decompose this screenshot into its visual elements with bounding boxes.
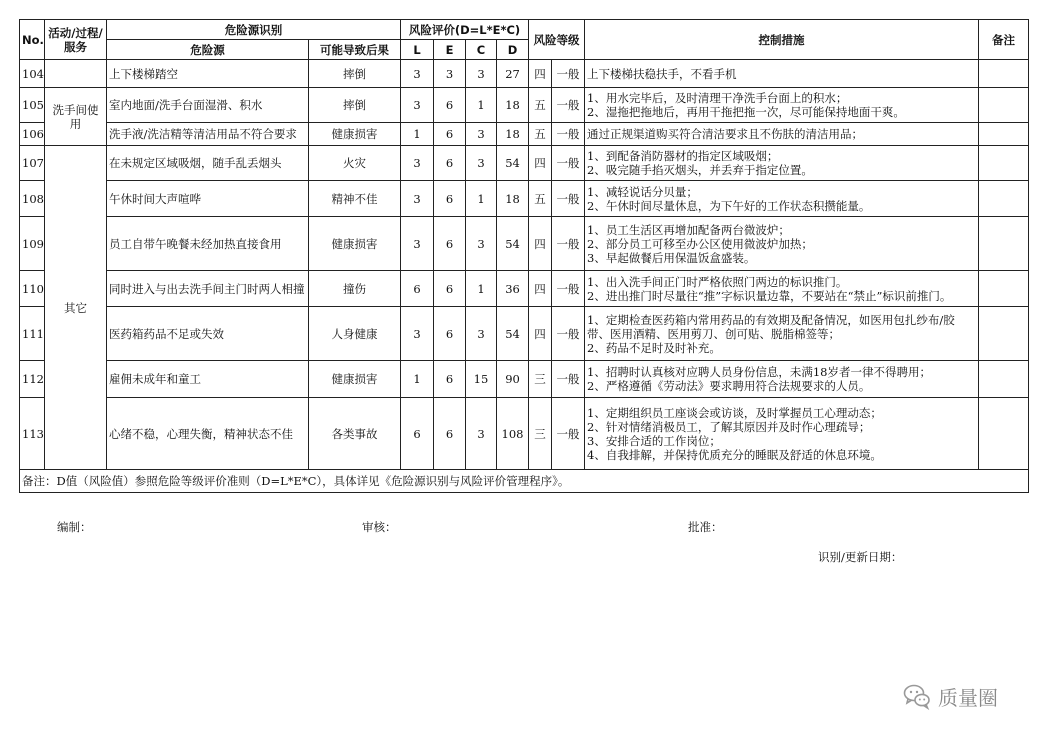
- hazard-cell: 雇佣未成年和童工: [107, 361, 309, 398]
- table-row: [20, 181, 1029, 217]
- remark-cell: [979, 123, 1029, 146]
- level-cell: 一般: [552, 181, 585, 217]
- d-cell: 18: [497, 123, 529, 146]
- d-cell: 27: [497, 60, 529, 88]
- activity-cell: [45, 60, 107, 88]
- control-cell: 1、定期组织员工座谈会或访谈，及时掌握员工心理动态； 2、针对情绪消极员工，了解其原因并及时作心理疏导； 3、安排合适的工作岗位； 4、自我排解，并保持优质充分的睡眠及舒适的休息环境。: [585, 398, 979, 470]
- e-cell: 6: [434, 217, 466, 271]
- c-cell: 1: [466, 181, 497, 217]
- hazard-cell: 午休时间大声喧哗: [107, 181, 309, 217]
- level-cell: 一般: [552, 146, 585, 181]
- table-row: [20, 217, 1029, 271]
- update-date-label: 识别/更新日期：: [818, 550, 903, 564]
- row-no: 113: [20, 398, 45, 470]
- watermark: [902, 678, 1022, 714]
- control-cell: 上下楼梯扶稳扶手，不看手机: [585, 60, 979, 88]
- header-risk-level: 风险等级: [529, 20, 585, 60]
- e-cell: 6: [434, 361, 466, 398]
- header-l: L: [401, 40, 434, 60]
- consequence-cell: 撞伤: [309, 271, 401, 307]
- l-cell: 3: [401, 307, 434, 361]
- reviewed-label: 审核：: [362, 520, 397, 534]
- consequence-cell: 摔倒: [309, 88, 401, 123]
- header-remark: 备注: [979, 20, 1029, 60]
- control-cell: 1、招聘时认真核对应聘人员身份信息，未满18岁者一律不得聘用； 2、严格遵循《劳动法》要求聘用符合法规要求的人员。: [585, 361, 979, 398]
- grade-cell: 三: [529, 361, 552, 398]
- row-no: 111: [20, 307, 45, 361]
- control-cell: 1、减轻说话分贝量； 2、午休时间尽量休息，为下午好的工作状态积攒能量。: [585, 181, 979, 217]
- d-cell: 18: [497, 88, 529, 123]
- d-cell: 54: [497, 307, 529, 361]
- remark-cell: [979, 88, 1029, 123]
- table-row: [20, 398, 1029, 470]
- header-hazard-id: 危险源识别: [107, 20, 401, 40]
- grade-cell: 三: [529, 398, 552, 470]
- hazard-cell: 在未规定区域吸烟，随手乱丢烟头: [107, 146, 309, 181]
- row-no: 108: [20, 181, 45, 217]
- d-cell: 18: [497, 181, 529, 217]
- wechat-icon: [902, 681, 932, 711]
- consequence-cell: 健康损害: [309, 217, 401, 271]
- grade-cell: 四: [529, 271, 552, 307]
- level-cell: 一般: [552, 217, 585, 271]
- grade-cell: 四: [529, 146, 552, 181]
- header-no: No.: [20, 20, 45, 60]
- e-cell: 6: [434, 307, 466, 361]
- grade-cell: 五: [529, 123, 552, 146]
- remark-cell: [979, 217, 1029, 271]
- l-cell: 3: [401, 217, 434, 271]
- hazard-cell: 上下楼梯踏空: [107, 60, 309, 88]
- row-no: 109: [20, 217, 45, 271]
- c-cell: 15: [466, 361, 497, 398]
- grade-cell: 五: [529, 88, 552, 123]
- header-risk-eval: 风险评价(D=L*E*C): [401, 20, 529, 40]
- e-cell: 3: [434, 60, 466, 88]
- note-text: 备注：D值（风险值）参照危险等级评价准则（D=L*E*C），具体详见《危险源识别与风险评价管理程序》。: [20, 470, 1029, 493]
- c-cell: 1: [466, 88, 497, 123]
- hazard-cell: 同时进入与出去洗手间主门时两人相撞: [107, 271, 309, 307]
- table-row: [20, 470, 1029, 493]
- control-cell: 1、用水完毕后，及时清理干净洗手台面上的积水； 2、湿拖把拖地后，再用干拖把拖一次，尽可能保持地面干爽。: [585, 88, 979, 123]
- l-cell: 1: [401, 361, 434, 398]
- hazard-cell: 洗手液/洗洁精等清洁用品不符合要求: [107, 123, 309, 146]
- row-no: 105: [20, 88, 45, 123]
- level-cell: 一般: [552, 60, 585, 88]
- watermark-text: 质量圈: [938, 685, 998, 710]
- level-cell: 一般: [552, 271, 585, 307]
- hazard-cell: 心绪不稳，心理失衡，精神状态不佳: [107, 398, 309, 470]
- c-cell: 3: [466, 398, 497, 470]
- e-cell: 6: [434, 181, 466, 217]
- header-hazard: 危险源: [107, 40, 309, 60]
- e-cell: 6: [434, 146, 466, 181]
- l-cell: 6: [401, 398, 434, 470]
- remark-cell: [979, 398, 1029, 470]
- control-cell: 1、员工生活区再增加配备两台微波炉； 2、部分员工可移至办公区使用微波炉加热； 3、早起做餐后用保温饭盒盛装。: [585, 217, 979, 271]
- remark-cell: [979, 146, 1029, 181]
- level-cell: 一般: [552, 88, 585, 123]
- d-cell: 54: [497, 146, 529, 181]
- d-cell: 36: [497, 271, 529, 307]
- risk-table: [19, 19, 1029, 493]
- hazard-cell: 室内地面/洗手台面湿滑、积水: [107, 88, 309, 123]
- remark-cell: [979, 271, 1029, 307]
- remark-cell: [979, 361, 1029, 398]
- l-cell: 6: [401, 271, 434, 307]
- table-row: [20, 123, 1029, 146]
- table-row: [20, 271, 1029, 307]
- e-cell: 6: [434, 88, 466, 123]
- activity-cell-other: 其它: [45, 146, 107, 470]
- row-no: 107: [20, 146, 45, 181]
- level-cell: 一般: [552, 398, 585, 470]
- hazard-cell: 医药箱药品不足或失效: [107, 307, 309, 361]
- grade-cell: 四: [529, 217, 552, 271]
- activity-cell-washroom: 洗手间使用: [45, 88, 107, 146]
- header-e: E: [434, 40, 466, 60]
- control-cell: 1、定期检查医药箱内常用药品的有效期及配备情况，如医用包扎纱布/胶带、医用酒精、医用剪刀、创可贴、脱脂棉签等； 2、药品不足时及时补充。: [585, 307, 979, 361]
- header-control: 控制措施: [585, 20, 979, 60]
- c-cell: 3: [466, 146, 497, 181]
- level-cell: 一般: [552, 361, 585, 398]
- consequence-cell: 人身健康: [309, 307, 401, 361]
- header-d: D: [497, 40, 529, 60]
- e-cell: 6: [434, 398, 466, 470]
- remark-cell: [979, 181, 1029, 217]
- l-cell: 3: [401, 146, 434, 181]
- table-row: [20, 146, 1029, 181]
- c-cell: 3: [466, 307, 497, 361]
- e-cell: 6: [434, 271, 466, 307]
- row-no: 106: [20, 123, 45, 146]
- prepared-label: 编制：: [57, 520, 92, 534]
- control-cell: 1、出入洗手间正门时严格依照门两边的标识推门。 2、进出推门时尽量往“推”字标识量边靠，不要站在“禁止”标识前推门。: [585, 271, 979, 307]
- control-cell: 通过正规渠道购买符合清洁要求且不伤肤的清洁用品；: [585, 123, 979, 146]
- remark-cell: [979, 60, 1029, 88]
- consequence-cell: 精神不佳: [309, 181, 401, 217]
- header-activity: 活动/过程/服务: [45, 20, 107, 60]
- header-consequence: 可能导致后果: [309, 40, 401, 60]
- c-cell: 1: [466, 271, 497, 307]
- d-cell: 108: [497, 398, 529, 470]
- remark-cell: [979, 307, 1029, 361]
- table-row: [20, 60, 1029, 88]
- table-row: [20, 307, 1029, 361]
- row-no: 110: [20, 271, 45, 307]
- l-cell: 3: [401, 88, 434, 123]
- c-cell: 3: [466, 60, 497, 88]
- grade-cell: 五: [529, 181, 552, 217]
- consequence-cell: 摔倒: [309, 60, 401, 88]
- table-row: [20, 361, 1029, 398]
- consequence-cell: 火灾: [309, 146, 401, 181]
- table-row: [20, 88, 1029, 123]
- hazard-cell: 员工自带午晚餐未经加热直接食用: [107, 217, 309, 271]
- consequence-cell: 各类事故: [309, 398, 401, 470]
- consequence-cell: 健康损害: [309, 123, 401, 146]
- approved-label: 批准：: [688, 520, 723, 534]
- control-cell: 1、到配备消防器材的指定区域吸烟； 2、吸完随手掐灭烟头，并丢弃于指定位置。: [585, 146, 979, 181]
- c-cell: 3: [466, 217, 497, 271]
- row-no: 112: [20, 361, 45, 398]
- l-cell: 3: [401, 60, 434, 88]
- row-no: 104: [20, 60, 45, 88]
- level-cell: 一般: [552, 307, 585, 361]
- consequence-cell: 健康损害: [309, 361, 401, 398]
- grade-cell: 四: [529, 307, 552, 361]
- l-cell: 1: [401, 123, 434, 146]
- d-cell: 54: [497, 217, 529, 271]
- d-cell: 90: [497, 361, 529, 398]
- level-cell: 一般: [552, 123, 585, 146]
- grade-cell: 四: [529, 60, 552, 88]
- l-cell: 3: [401, 181, 434, 217]
- header-c: C: [466, 40, 497, 60]
- e-cell: 6: [434, 123, 466, 146]
- c-cell: 3: [466, 123, 497, 146]
